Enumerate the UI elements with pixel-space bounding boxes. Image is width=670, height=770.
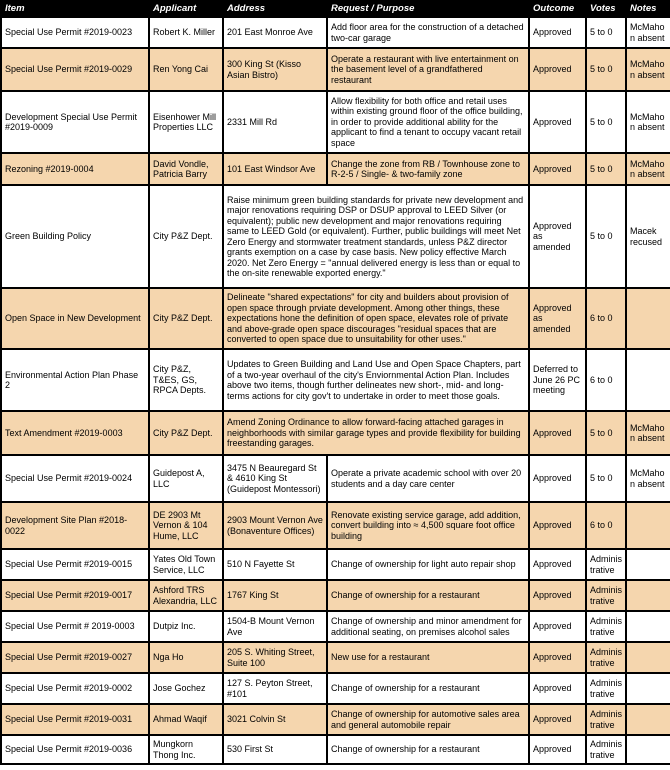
cell-applicant: City P&Z Dept. bbox=[149, 411, 223, 455]
cell-address: 510 N Fayette St bbox=[223, 549, 327, 580]
cell-request: Change of ownership for a restaurant bbox=[327, 673, 529, 704]
cell-applicant: Ren Yong Cai bbox=[149, 48, 223, 91]
table-body bbox=[1, 17, 670, 764]
cell-notes bbox=[626, 704, 670, 735]
cell-outcome: Approved bbox=[529, 611, 586, 642]
cell-notes bbox=[626, 642, 670, 673]
table-row bbox=[1, 17, 670, 48]
cell-notes: McMahon absent bbox=[626, 17, 670, 48]
column-header-item: Item bbox=[1, 1, 149, 17]
cell-outcome: Approved as amended bbox=[529, 288, 586, 349]
cell-item: Text Amendment #2019-0003 bbox=[1, 411, 149, 455]
column-header-address: Address bbox=[223, 1, 327, 17]
cell-outcome: Approved bbox=[529, 673, 586, 704]
cell-request: Change of ownership for a restaurant bbox=[327, 580, 529, 611]
cell-applicant: City P&Z Dept. bbox=[149, 288, 223, 349]
cell-item: Green Building Policy bbox=[1, 185, 149, 288]
cell-outcome: Approved bbox=[529, 704, 586, 735]
table-row bbox=[1, 611, 670, 642]
cell-votes: Administrative bbox=[586, 704, 626, 735]
cell-address: 3021 Colvin St bbox=[223, 704, 327, 735]
cell-item: Special Use Permit #2019-0024 bbox=[1, 455, 149, 502]
cell-votes: 5 to 0 bbox=[586, 455, 626, 502]
cell-address: 1504-B Mount Vernon Ave bbox=[223, 611, 327, 642]
cell-applicant: David Vondle, Patricia Barry bbox=[149, 153, 223, 185]
cell-applicant: Nga Ho bbox=[149, 642, 223, 673]
cell-votes: 5 to 0 bbox=[586, 48, 626, 91]
cell-notes: McMahon absent bbox=[626, 455, 670, 502]
cell-outcome: Approved bbox=[529, 580, 586, 611]
cell-applicant: Yates Old Town Service, LLC bbox=[149, 549, 223, 580]
cell-item: Special Use Permit #2019-0029 bbox=[1, 48, 149, 91]
table-row bbox=[1, 48, 670, 91]
cell-applicant: DE 2903 Mt Vernon & 104 Hume, LLC bbox=[149, 502, 223, 549]
cell-notes: McMahon absent bbox=[626, 91, 670, 153]
cell-address: 127 S. Peyton Street, #101 bbox=[223, 673, 327, 704]
column-header-request: Request / Purpose bbox=[327, 1, 529, 17]
cell-notes: Macek recused bbox=[626, 185, 670, 288]
cell-notes bbox=[626, 288, 670, 349]
table-row bbox=[1, 455, 670, 502]
cell-applicant: Jose Gochez bbox=[149, 673, 223, 704]
cell-votes: Administrative bbox=[586, 642, 626, 673]
cell-votes: 5 to 0 bbox=[586, 153, 626, 185]
table-row bbox=[1, 642, 670, 673]
cell-notes bbox=[626, 611, 670, 642]
cell-notes bbox=[626, 349, 670, 411]
cell-votes: Administrative bbox=[586, 735, 626, 764]
cell-item: Special Use Permit #2019-0027 bbox=[1, 642, 149, 673]
cell-outcome: Approved bbox=[529, 642, 586, 673]
cell-applicant: Ashford TRS Alexandria, LLC bbox=[149, 580, 223, 611]
cell-address: 2331 Mill Rd bbox=[223, 91, 327, 153]
cell-notes: McMahon absent bbox=[626, 48, 670, 91]
cell-applicant: City P&Z, T&ES, GS, RPCA Depts. bbox=[149, 349, 223, 411]
cell-applicant: Robert K. Miller bbox=[149, 17, 223, 48]
cell-applicant: Eisenhower Mill Properties LLC bbox=[149, 91, 223, 153]
cell-request: Change the zone from RB / Townhouse zone to R-2-5 / Single- & two-family zone bbox=[327, 153, 529, 185]
cell-notes bbox=[626, 580, 670, 611]
cell-votes: 6 to 0 bbox=[586, 349, 626, 411]
cell-request: Operate a restaurant with live entertainment on the basement level of a grandfathered restaurant bbox=[327, 48, 529, 91]
cell-request: Add floor area for the construction of a detached two-car garage bbox=[327, 17, 529, 48]
cell-applicant: Mungkorn Thong Inc. bbox=[149, 735, 223, 764]
cell-request: Change of ownership and minor amendment for additional seating, on premises alcohol sales bbox=[327, 611, 529, 642]
cell-outcome: Approved bbox=[529, 411, 586, 455]
cell-applicant: City P&Z Dept. bbox=[149, 185, 223, 288]
cell-notes bbox=[626, 735, 670, 764]
cell-request: Amend Zoning Ordinance to allow forward-facing attached garages in neighborhoods with similar garage types and provide flexibility for building freestanding garages. bbox=[223, 411, 529, 455]
table-row bbox=[1, 549, 670, 580]
cell-votes: Administrative bbox=[586, 549, 626, 580]
table-row bbox=[1, 411, 670, 455]
column-header-votes: Votes bbox=[586, 1, 626, 17]
cell-request: New use for a restaurant bbox=[327, 642, 529, 673]
cell-address: 1767 King St bbox=[223, 580, 327, 611]
cell-outcome: Approved as amended bbox=[529, 185, 586, 288]
cell-outcome: Approved bbox=[529, 735, 586, 764]
cell-outcome: Approved bbox=[529, 48, 586, 91]
cell-item: Environmental Action Plan Phase 2 bbox=[1, 349, 149, 411]
column-header-outcome: Outcome bbox=[529, 1, 586, 17]
cell-address: 2903 Mount Vernon Ave (Bonaventure Offices) bbox=[223, 502, 327, 549]
cell-request: Operate a private academic school with over 20 students and a day care center bbox=[327, 455, 529, 502]
cell-item: Open Space in New Development bbox=[1, 288, 149, 349]
cell-item: Development Special Use Permit #2019-0009 bbox=[1, 91, 149, 153]
cell-item: Special Use Permit #2019-0031 bbox=[1, 704, 149, 735]
cell-outcome: Approved bbox=[529, 455, 586, 502]
cell-request: Renovate existing service garage, add addition, convert building into ≈ 4,500 square foot office building bbox=[327, 502, 529, 549]
table-row bbox=[1, 704, 670, 735]
column-header-applicant: Applicant bbox=[149, 1, 223, 17]
cell-address: 3475 N Beauregard St & 4610 King St (Guidepost Montessori) bbox=[223, 455, 327, 502]
cell-item: Special Use Permit #2019-0015 bbox=[1, 549, 149, 580]
cell-request: Allow flexibility for both office and retail uses within existing ground floor of the office building, in order to provide additional ability for the applicant to find a tenant to occupy vacant retail space bbox=[327, 91, 529, 153]
cell-votes: 5 to 0 bbox=[586, 91, 626, 153]
cell-votes: 5 to 0 bbox=[586, 411, 626, 455]
table-row bbox=[1, 580, 670, 611]
cell-item: Special Use Permit #2019-0036 bbox=[1, 735, 149, 764]
column-header-notes: Notes bbox=[626, 1, 670, 17]
table-row bbox=[1, 735, 670, 764]
cell-outcome: Approved bbox=[529, 502, 586, 549]
cell-notes: McMahon absent bbox=[626, 153, 670, 185]
cell-notes: McMahon absent bbox=[626, 411, 670, 455]
table-row bbox=[1, 673, 670, 704]
table-row bbox=[1, 91, 670, 153]
cell-address: 530 First St bbox=[223, 735, 327, 764]
cell-address: 201 East Monroe Ave bbox=[223, 17, 327, 48]
cell-votes: Administrative bbox=[586, 580, 626, 611]
cell-votes: Administrative bbox=[586, 611, 626, 642]
cell-outcome: Approved bbox=[529, 153, 586, 185]
table-row bbox=[1, 502, 670, 549]
cell-notes bbox=[626, 673, 670, 704]
cell-request: Raise minimum green building standards for private new development and major renovations requiring DSP or DSUP approval to LEED Silver (or equivalent); public new development and major renovations requiring same to LEED Gold (or equivalent). Further, public buildings will meet Net Zero Energy and stormwater treatment standards, unless P&Z director grants exemption on a case by case basis. New policy effective March 2020. Net Zero Energy = "annual delivered energy is less than or equal to the on-site renewable exported energy." bbox=[223, 185, 529, 288]
cell-outcome: Approved bbox=[529, 17, 586, 48]
cell-notes bbox=[626, 549, 670, 580]
cell-votes: Administrative bbox=[586, 673, 626, 704]
table-row bbox=[1, 185, 670, 288]
cell-request: Change of ownership for automotive sales area and general automobile repair bbox=[327, 704, 529, 735]
cell-outcome: Deferred to June 26 PC meeting bbox=[529, 349, 586, 411]
cell-notes bbox=[626, 502, 670, 549]
cell-applicant: Dutpiz Inc. bbox=[149, 611, 223, 642]
cell-votes: 6 to 0 bbox=[586, 288, 626, 349]
cell-votes: 5 to 0 bbox=[586, 17, 626, 48]
cell-item: Development Site Plan #2018-0022 bbox=[1, 502, 149, 549]
cell-item: Special Use Permit #2019-0017 bbox=[1, 580, 149, 611]
cell-request: Delineate "shared expectations" for city and builders about provision of open space through prviate development. Among other things, these expectations hone the definition of open space, elevates role of private and above-grade open space discourages "residual spaces that are converted to open space due to unsuitability for other uses." bbox=[223, 288, 529, 349]
cell-item: Rezoning #2019-0004 bbox=[1, 153, 149, 185]
cell-address: 300 King St (Kisso Asian Bistro) bbox=[223, 48, 327, 91]
cell-item: Special Use Permit #2019-0002 bbox=[1, 673, 149, 704]
cell-outcome: Approved bbox=[529, 91, 586, 153]
table-row bbox=[1, 288, 670, 349]
cell-request: Updates to Green Building and Land Use and Open Space Chapters, part of a two-year overhaul of the city's Enviornmental Action Plan. Includes above two items, though further delineates new short-, mid- and long-terms actions for city gov't to undertake in order to meet those goals. bbox=[223, 349, 529, 411]
cell-votes: 6 to 0 bbox=[586, 502, 626, 549]
cell-outcome: Approved bbox=[529, 549, 586, 580]
cell-item: Special Use Permit #2019-0023 bbox=[1, 17, 149, 48]
cell-applicant: Ahmad Waqif bbox=[149, 704, 223, 735]
header-row bbox=[1, 1, 670, 17]
table-row bbox=[1, 349, 670, 411]
cell-request: Change of ownership for light auto repair shop bbox=[327, 549, 529, 580]
cell-item: Special Use Permit # 2019-0003 bbox=[1, 611, 149, 642]
table-row bbox=[1, 153, 670, 185]
cell-applicant: Guidepost A, LLC bbox=[149, 455, 223, 502]
cell-address: 205 S. Whiting Street, Suite 100 bbox=[223, 642, 327, 673]
cell-votes: 5 to 0 bbox=[586, 185, 626, 288]
cell-request: Change of ownership for a restaurant bbox=[327, 735, 529, 764]
table-header bbox=[1, 1, 670, 17]
cell-address: 101 East Windsor Ave bbox=[223, 153, 327, 185]
